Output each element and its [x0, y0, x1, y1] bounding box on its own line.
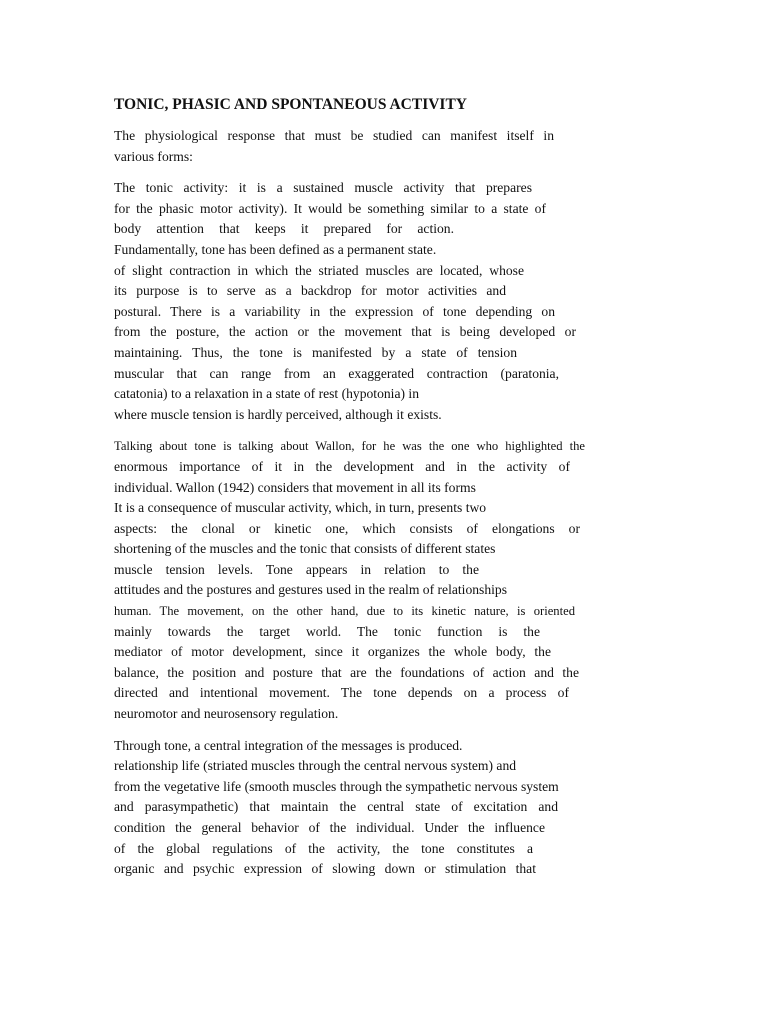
paragraph: [114, 436, 604, 724]
text-line: of the global regulations of the activity, the tone constitutes a: [114, 840, 533, 856]
text-line: Talking about tone is talking about Wallon, for he was the one who highlighted the: [114, 439, 585, 454]
text-line: individual. Wallon (1942) considers that movement in all its forms: [114, 479, 476, 495]
text-line: from the vegetative life (smooth muscles through the sympathetic nervous system: [114, 778, 559, 794]
text-line: human. The movement, on the other hand, due to its kinetic nature, is oriented: [114, 604, 575, 619]
text-line: Through tone, a central integration of the messages is produced.: [114, 737, 463, 753]
text-line: maintaining. Thus, the tone is manifested by a state of tension: [114, 344, 517, 360]
text-line: and parasympathetic) that maintain the central state of excitation and: [114, 799, 558, 815]
document-body: [114, 95, 604, 891]
text-line: its purpose is to serve as a backdrop for motor activities and: [114, 283, 506, 299]
text-line: Fundamentally, tone has been defined as a permanent state.: [114, 241, 437, 257]
text-line: The tonic activity: it is a sustained muscle activity that prepares: [114, 180, 532, 196]
text-line: attitudes and the postures and gestures used in the realm of relationships: [114, 582, 507, 598]
paragraph: [114, 126, 604, 167]
text-line: for the phasic motor activity). It would be something similar to a state of: [114, 200, 546, 216]
text-line: shortening of the muscles and the tonic that consists of different states: [114, 541, 496, 557]
paragraph: [114, 178, 604, 425]
paragraph: [114, 736, 604, 880]
text-line: neuromotor and neurosensory regulation.: [114, 706, 339, 722]
text-line: catatonia) to a relaxation in a state of rest (hypotonia) in: [114, 386, 419, 402]
text-line: body attention that keeps it prepared for action.: [114, 221, 454, 237]
text-line: The physiological response that must be studied can manifest itself in: [114, 128, 554, 143]
document-title: TONIC, PHASIC AND SPONTANEOUS ACTIVITY: [114, 96, 467, 113]
paragraph-list: [114, 126, 604, 880]
text-line: It is a consequence of muscular activity, which, in turn, presents two: [114, 500, 487, 516]
text-line: aspects: the clonal or kinetic one, which consists of elongations or: [114, 520, 580, 536]
text-line: mainly towards the target world. The tonic function is the: [114, 623, 540, 639]
text-line: various forms:: [114, 148, 193, 164]
text-line: condition the general behavior of the individual. Under the influence: [114, 820, 545, 835]
text-line: of slight contraction in which the striated muscles are located, whose: [114, 262, 524, 278]
text-line: enormous importance of it in the development and in the activity of: [114, 458, 570, 474]
text-line: muscle tension levels. Tone appears in relation to the: [114, 561, 479, 577]
text-line: balance, the position and posture that are the foundations of action and the: [114, 664, 579, 680]
text-line: from the posture, the action or the movement that is being developed or: [114, 324, 576, 340]
text-line: directed and intentional movement. The tone depends on a process of: [114, 685, 569, 701]
text-line: where muscle tension is hardly perceived, although it exists.: [114, 406, 442, 422]
text-line: relationship life (striated muscles through the central nervous system) and: [114, 758, 517, 774]
text-line: muscular that can range from an exaggerated contraction (paratonia,: [114, 365, 559, 381]
text-line: postural. There is a variability in the expression of tone depending on: [114, 303, 555, 319]
text-line: organic and psychic expression of slowing down or stimulation that: [114, 861, 536, 877]
text-line: mediator of motor development, since it organizes the whole body, the: [114, 644, 551, 660]
